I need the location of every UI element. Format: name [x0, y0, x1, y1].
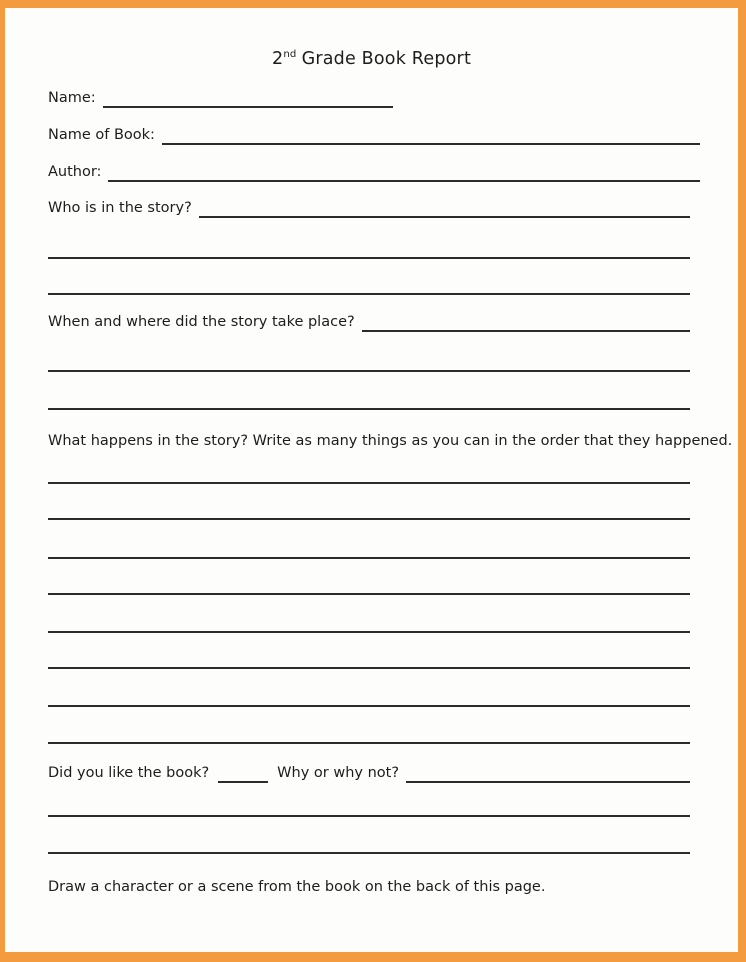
title-text: Grade Book Report — [301, 49, 472, 69]
who-extra-write-line[interactable] — [48, 257, 690, 259]
what-happens-write-line[interactable] — [48, 742, 690, 744]
why-write-line[interactable] — [406, 775, 690, 783]
book-title-label: Name of Book: — [48, 127, 155, 143]
title-ordinal-suffix: nd — [283, 49, 297, 61]
why-extra-write-line[interactable] — [48, 852, 690, 854]
why-extra-write-line[interactable] — [48, 815, 690, 817]
when-write-line[interactable] — [362, 324, 690, 332]
name-write-line[interactable] — [103, 100, 393, 108]
what-happens-write-line[interactable] — [48, 631, 690, 633]
when-question-row — [48, 310, 690, 332]
who-question-label: Who is in the story? — [48, 200, 192, 216]
when-question-label: When and where did the story take place? — [48, 314, 355, 330]
what-happens-write-line[interactable] — [48, 557, 690, 559]
page-title — [5, 49, 738, 69]
like-question-row — [48, 761, 690, 783]
author-label: Author: — [48, 164, 102, 180]
what-happens-prompt: What happens in the story? Write as many things as you can in the order that they happened. — [48, 433, 733, 449]
draw-instruction: Draw a character or a scene from the book on the back of this page. — [48, 879, 546, 895]
author-write-line[interactable] — [108, 174, 700, 182]
who-question-row — [48, 196, 690, 218]
who-write-line[interactable] — [199, 210, 690, 218]
what-happens-write-line[interactable] — [48, 667, 690, 669]
like-question-label: Did you like the book? — [48, 765, 210, 781]
who-extra-write-line[interactable] — [48, 293, 690, 295]
what-happens-write-line[interactable] — [48, 593, 690, 595]
what-happens-write-line[interactable] — [48, 705, 690, 707]
what-happens-write-line[interactable] — [48, 482, 690, 484]
author-field-row — [48, 160, 700, 182]
name-label: Name: — [48, 90, 96, 106]
what-happens-write-line[interactable] — [48, 518, 690, 520]
worksheet-content — [5, 8, 738, 952]
title-grade-number: 2 — [271, 49, 284, 69]
book-title-field-row — [48, 123, 700, 145]
book-title-write-line[interactable] — [162, 137, 700, 145]
when-extra-write-line[interactable] — [48, 408, 690, 410]
like-answer-write-line[interactable] — [218, 775, 268, 783]
when-extra-write-line[interactable] — [48, 370, 690, 372]
name-field-row — [48, 86, 393, 108]
why-question-label: Why or why not? — [277, 765, 400, 781]
